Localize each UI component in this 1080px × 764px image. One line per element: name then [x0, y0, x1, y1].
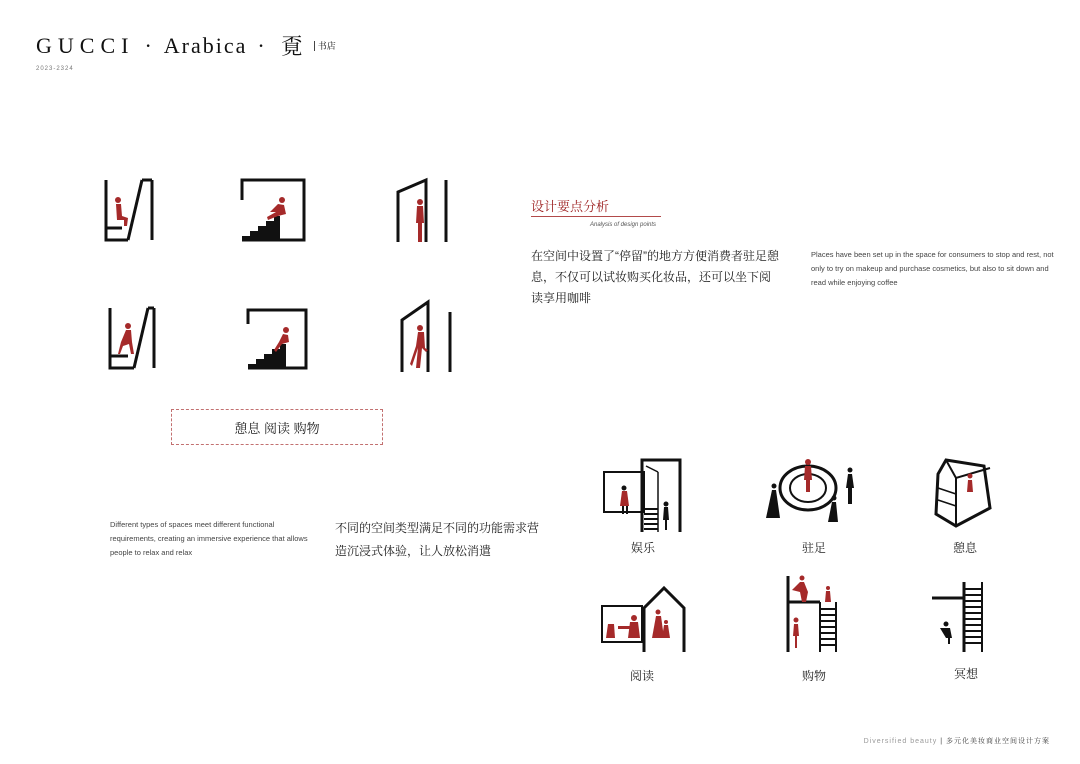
pictogram-door-1 [394, 178, 452, 244]
separator-dot: · [257, 32, 267, 58]
reading-space-icon [600, 586, 686, 656]
activities-label: 憩息 阅读 购物 [234, 420, 320, 436]
space-label-stop: 驻足 [801, 541, 826, 555]
figure-icon [940, 622, 952, 645]
space-label-reading: 阅读 [629, 669, 654, 683]
figure-icon [606, 610, 670, 639]
footer [864, 736, 1050, 746]
brand-store-group [281, 30, 336, 61]
meditation-space-icon [930, 580, 986, 654]
brand-years: 2023-2324 [36, 66, 74, 72]
sitting-figure-icon [118, 323, 134, 354]
space-label-rest: 憩息 [952, 541, 977, 555]
brand-store: 书店 [317, 41, 336, 51]
spaces-text-cn: 不同的空间类型满足不同的功能需求营造沉浸式体验，让人放松消遣 [335, 521, 540, 558]
design-points-underline [531, 216, 661, 217]
design-points-text-cn: 在空间中设置了“停留”的地方方便消费者驻足憩息，不仅可以试妆购买化妆品，还可以坐下阅读享用咖啡 [531, 249, 779, 305]
pictogram-seat-2 [108, 306, 158, 372]
shopping-space-icon [784, 574, 844, 654]
leaning-figure-icon [410, 325, 428, 368]
space-label-entertainment: 娱乐 [630, 541, 655, 555]
footer-en: Diversified beauty [863, 738, 938, 745]
standing-figure-icon [416, 199, 424, 242]
sitting-figure-icon [115, 197, 128, 226]
reclining-figure-icon [267, 197, 286, 220]
brand-gucci: GUCCI [36, 32, 135, 58]
stop-space-icon [764, 456, 860, 528]
pictogram-door-2 [398, 300, 454, 374]
rest-space-icon [934, 458, 994, 530]
space-label-meditation: 冥想 [953, 667, 978, 681]
pictogram-stairs-1 [240, 178, 308, 244]
brand-title [36, 30, 336, 61]
spaces-text-en: Different types of spaces meet different functional requirements, creating an immersive experience that allows people to relax and relax [110, 520, 308, 557]
figure-icon [792, 576, 831, 649]
footer-cn: | 多元化美妆商业空间设计方案 [940, 738, 1050, 745]
space-label-shopping: 购物 [801, 669, 826, 683]
brand-char: 覔 [280, 34, 305, 59]
design-points-text-en: Places have been set up in the space for consumers to stop and rest, not only to try on makeup and purchase cosmetics, but also to sit down and read while enjoying coffee [811, 250, 1054, 287]
brand-divider [314, 41, 315, 51]
activities-label-box [171, 409, 383, 445]
figure-icon [967, 474, 973, 493]
entertainment-space-icon [602, 458, 684, 534]
design-points-subtitle: Analysis of design points [590, 222, 657, 228]
design-points-title: 设计要点分析 [531, 199, 610, 214]
brand-arabica: Arabica [163, 32, 248, 58]
pictogram-stairs-2 [246, 308, 310, 372]
pictogram-seat-1 [104, 178, 154, 244]
separator-dot: · [144, 32, 154, 58]
